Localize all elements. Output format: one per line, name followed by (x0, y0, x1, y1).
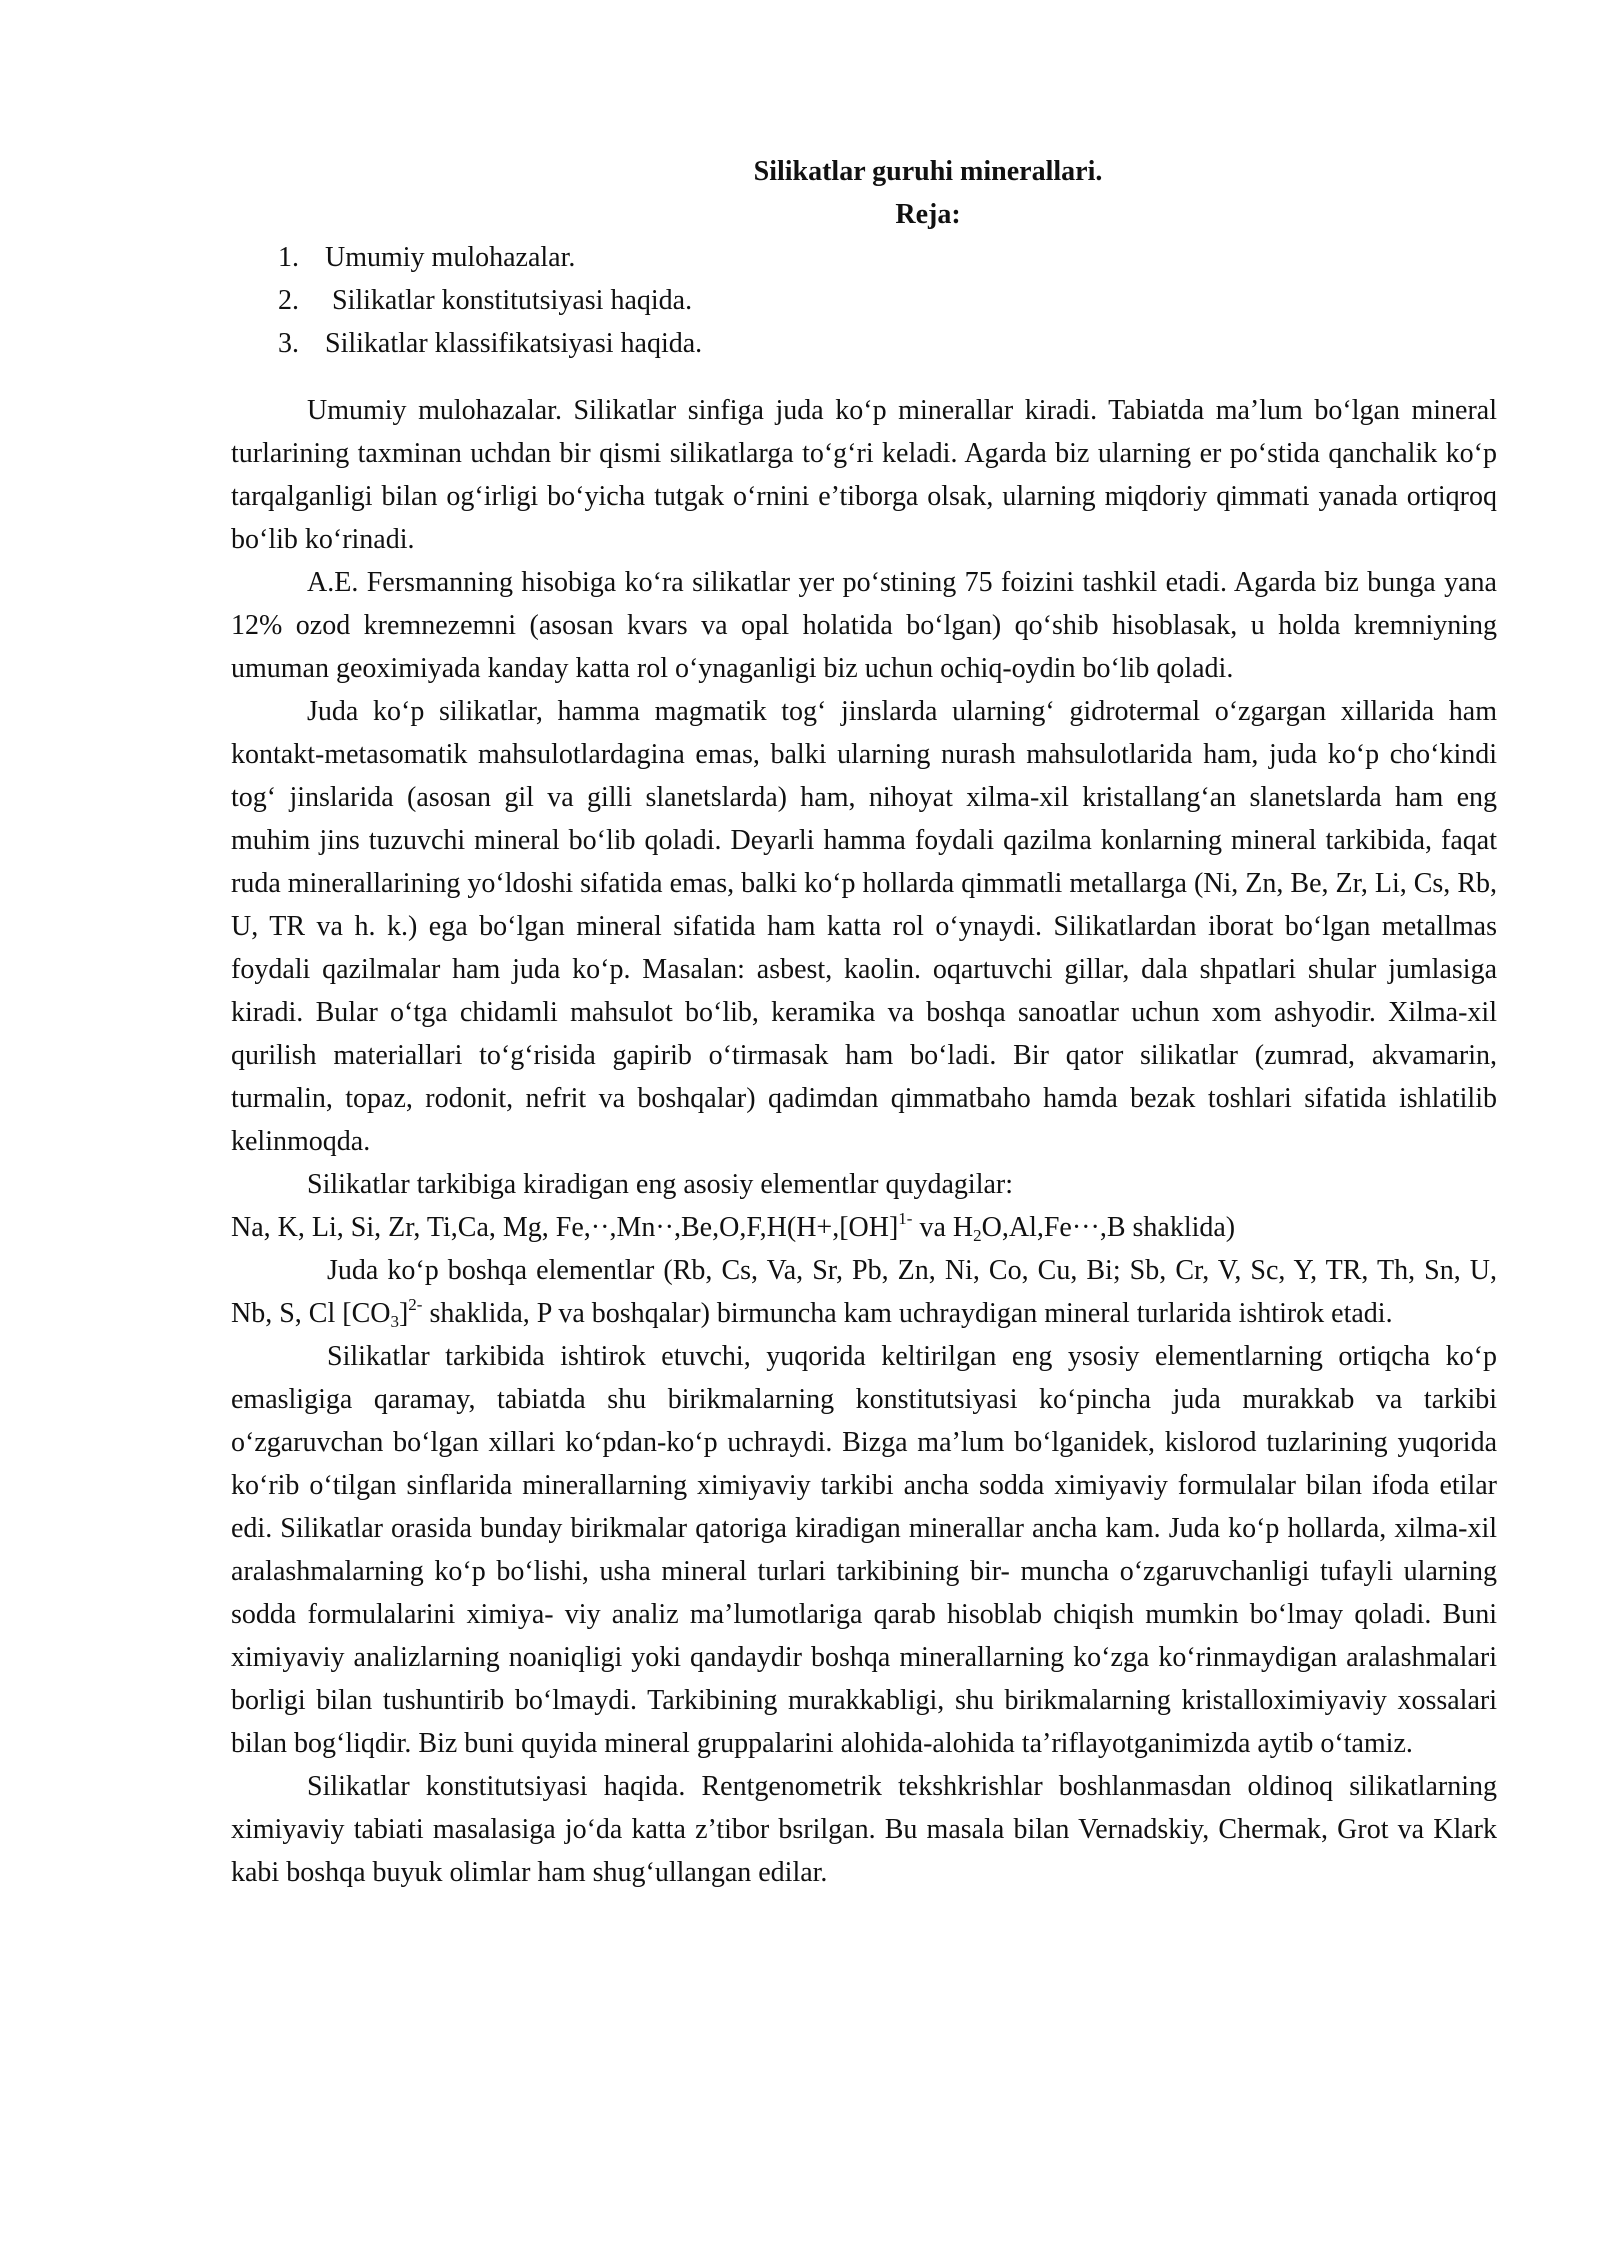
other-elements-part-a: Juda ko‘p boshqa elementlar (Rb, Cs, Va, Sr, Pb, Zn, Ni, Co, Cu, Bi; Sb, Cr, V, Sc, Y, TR, Th, Sn, U, Nb, S, Cl [CO (231, 1255, 1497, 1329)
paragraph-other-elements (231, 1249, 1497, 1335)
formula-part-b: va H (912, 1212, 974, 1243)
plan-list (231, 236, 1497, 365)
paragraph-constitution-section: Silikatlar konstitutsiyasi haqida. Rentgenometrik tekshkrishlar boshlanmasdan oldinoq silikatlarning ximiyaviy tabiati masalasiga jo‘da katta z’tibor bsrilgan. Bu masala bilan Vernadskiy, Chermak, Grot va Klark kabi boshqa buyuk olimlar ham shug‘ullangan edilar. (231, 1771, 1497, 1888)
formula-superscript: 1- (898, 1209, 913, 1228)
title-text: Silikatlar guruhi minerallari. (753, 156, 1103, 187)
plan-item (278, 279, 1497, 322)
other-elements-superscript: 2- (408, 1295, 423, 1314)
formula-part-c: O,Al,Fe···,B shaklida) (981, 1212, 1236, 1243)
plan-item (278, 322, 1497, 365)
elements-formula-line (231, 1206, 1497, 1249)
paragraph-silicates-occurrence: Juda ko‘p silikatlar, hamma magmatik tog‘ jinslarda ularning‘ gidrotermal o‘zgargan xillarida ham kontakt-metasomatik mahsulotlardagina emas, balki ularning nurash mahsulotlarida ham, juda ko‘p cho‘kindi tog‘ jinslarida (asosan gil va gilli slanetslarda) ham, nihoyat xilma-xil kristallang‘an slanetslarda ham eng muhim jins tuzuvchi mineral bo‘lib qoladi. Deyarli hamma foydali qazilma konlarning mineral tarkibida, faqat ruda minerallarining yo‘ldoshi sifatida emas, balki ko‘p hollarda qimmatli metallarga (Ni, Zn, Be, Zr, Li, Cs, Rb, U, TR va h. k.) ega bo‘lgan mineral sifatida ham katta rol o‘ynaydi. Silikatlardan iborat bo‘lgan metallmas foydali qazilmalar ham juda ko‘p. Masalan: asbest, kaolin. oqartuvchi gillar, dala shpatlari shular jumlasiga kiradi. Bular o‘tga chidamli mahsulot bo‘lib, keramika va boshqa sanoatlar uchun xom ashyodir. Xilma-xil qurilish materiallari to‘g‘risida gapirib o‘tirmasak ham bo‘ladi. Bir qator silikatlar (zumrad, akvamarin, turmalin, topaz, rodonit, nefrit va boshqalar) qadimdan qimmatbaho hamda bezak toshlari sifatida ishlatilib kelinmoqda. (231, 696, 1497, 1157)
paragraph-fersman: A.E. Fersmanning hisobiga ko‘ra silikatlar yer po‘stining 75 foizini tashkil etadi. Agarda biz bunga yana 12% ozod kremnezemni (asosan kvars va opal holatida bo‘lgan) qo‘shib hisoblasak, u holda kremniyning umuman geoximiyada kanday katta rol o‘ynaganligi biz uchun ochiq-oydin bo‘lib qoladi. (231, 567, 1497, 684)
paragraph-general-remarks: Umumiy mulohazalar. Silikatlar sinfiga juda ko‘p minerallar kiradi. Tabiatda ma’lum bo‘lgan mineral turlarining taxminan uchdan bir qismi silikatlarga to‘g‘ri keladi. Agarda biz ularning er po‘stida qanchalik ko‘p tarqalganligi bilan og‘irligi bo‘yicha tutgak o‘rnini e’tiborga olsak, ularning miqdoriy qimmati yanada ortiqroq bo‘lib ko‘rinadi. (231, 395, 1497, 555)
document-page (231, 150, 1497, 1894)
plan-item-text: Umumiy mulohazalar. (325, 242, 576, 273)
plan-item-number: 2. (278, 285, 299, 316)
plan-heading: Reja: (895, 199, 961, 230)
paragraph-elements-intro: Silikatlar tarkibiga kiradigan eng asosiy elementlar quydagilar: (307, 1169, 1014, 1200)
other-elements-part-c: shaklida, P va boshqalar) birmuncha kam uchraydigan mineral turlarida ishtirok etadi. (422, 1298, 1393, 1329)
plan-item (278, 236, 1497, 279)
plan-item-text: Silikatlar klassifikatsiyasi haqida. (325, 328, 703, 359)
plan-item-number: 1. (278, 242, 299, 273)
formula-part-a: Na, K, Li, Si, Zr, Ti,Ca, Mg, Fe,··,Mn··,Be,O,F,H(H+,[OH] (231, 1212, 899, 1243)
other-elements-subscript: 3 (390, 1312, 399, 1331)
plan-item-number: 3. (278, 328, 299, 359)
formula-subscript: 2 (973, 1226, 982, 1245)
document-title (231, 150, 1497, 236)
section-spacer (231, 365, 1497, 389)
plan-item-text: Silikatlar konstitutsiyasi haqida. (325, 285, 693, 316)
other-elements-part-b: ] (398, 1298, 409, 1329)
paragraph-complex-constitution: Silikatlar tarkibida ishtirok etuvchi, yuqorida keltirilgan eng ysosiy elementlarning ortiqcha ko‘p emasligiga qaramay, tabiatda shu birikmalarning konstitutsiyasi ko‘pincha juda murakkab va tarkibi o‘zgaruvchan bo‘lgan xillari ko‘pdan-ko‘p uchraydi. Bizga ma’lum bo‘lganidek, kislorod tuzlarining yuqorida ko‘rib o‘tilgan sinflarida minerallarning ximiyaviy tarkibi ancha sodda ximiyaviy formulalar bilan ifoda etilar edi. Silikatlar orasida bunday birikmalar qatoriga kiradigan minerallar ancha kam. Juda ko‘p hollarda, xilma-xil aralashmalarning ko‘p bo‘lishi, usha mineral turlari tarkibining bir- muncha o‘zgaruvchanligi tufayli ularning sodda formulalarini ximiya- viy analiz ma’lumotlariga qarab hisoblab chiqish mumkin bo‘lmay qoladi. Buni ximiyaviy analizlarning noaniqligi yoki qandaydir boshqa minerallarning ko‘zga ko‘rinmaydigan aralashmalari borligi bilan tushuntirib bo‘lmaydi. Tarkibining murakkabligi, shu birikmalarning kristalloximiyaviy xossalari bilan bog‘liqdir. Biz buni quyida mineral gruppalarini alohida-alohida ta’riflayotganimizda aytib o‘tamiz. (231, 1341, 1497, 1759)
